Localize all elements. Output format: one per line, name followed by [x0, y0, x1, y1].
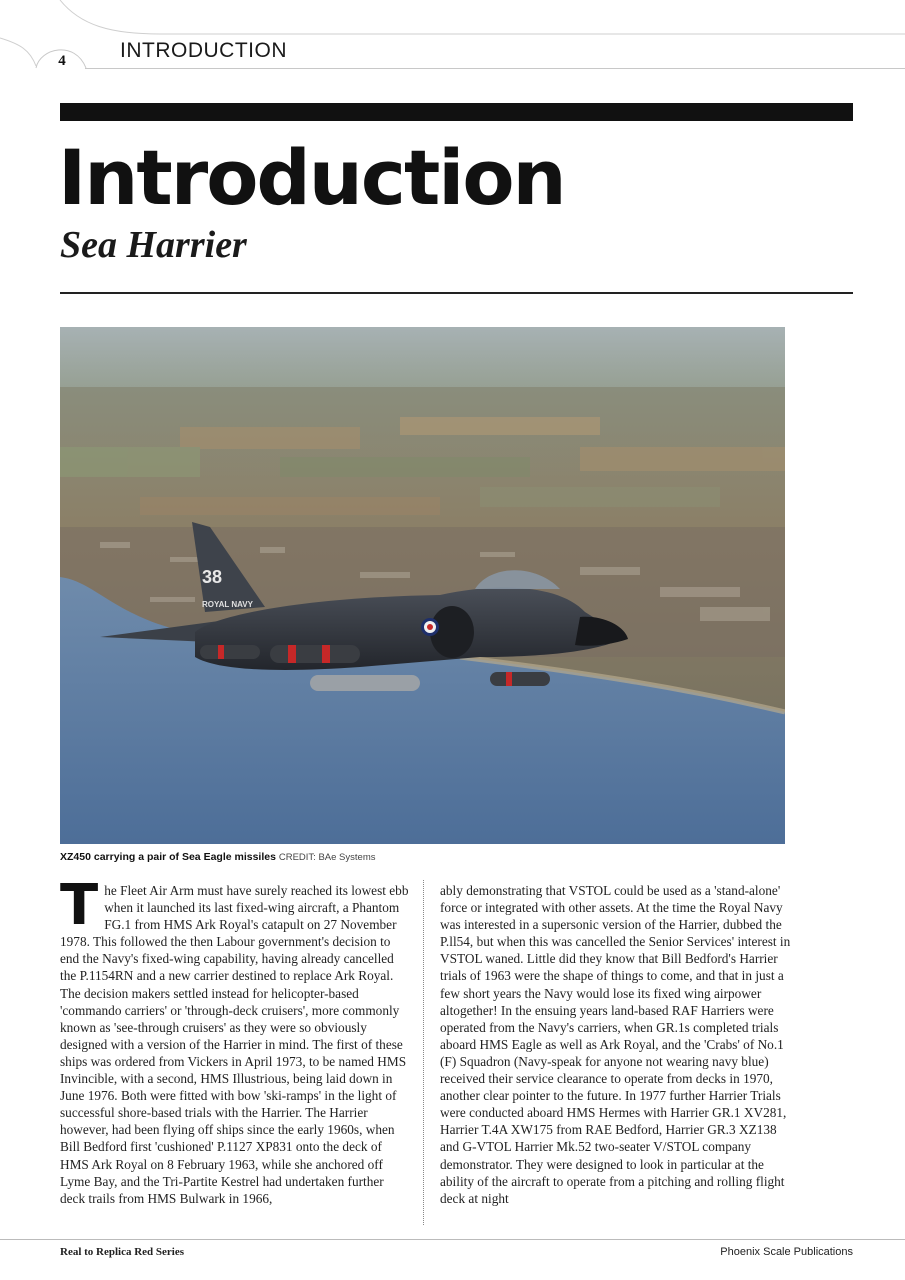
body-column-left	[60, 873, 412, 1207]
running-head: INTRODUCTION	[120, 39, 287, 62]
article-subtitle: Sea Harrier	[60, 224, 247, 266]
article-title: Introduction	[58, 133, 565, 222]
footer-rule	[0, 1239, 905, 1240]
title-rule	[60, 292, 853, 294]
caption-text: XZ450 carrying a pair of Sea Eagle missiles	[60, 851, 276, 863]
dropcap: T	[60, 873, 99, 938]
footer-series: Real to Replica Red Series	[60, 1246, 185, 1258]
title-bar	[60, 103, 853, 121]
body-column-right	[440, 882, 792, 1207]
sea-harrier-photo	[60, 327, 785, 844]
caption-credit: CREDIT: BAe Systems	[278, 852, 376, 863]
photo-caption	[60, 851, 375, 863]
left-column-text: he Fleet Air Arm must have surely reached its lowest ebb when it launched its last fixed-wing aircraft, a Phantom FG.1 from HMS Ark Royal's catapult on 27 November 1978. This followed the then Labour government's decision to end the Navy's fixed-wing capability, having already cancelled the P.1154RN and a new carrier destined to replace Ark Royal. The decision makers settled instead for helicopter-based 'commando carriers' or 'through-deck cruisers', more commonly known as 'see-through cruisers' as they were so obviously designed with a version of the Harrier in mind. The first of these ships was ordered from Vickers in April 1973, to be named HMS Invincible, with a second, HMS Illustrious, being laid down in June 1976. Both were fitted with bow 'ski-ramps' in the light of successful shore-based trials with the Harrier. The Harrier however, had been flying off ships since the early 1960s, when Bill Bedford first 'cushioned' P.1127 XP831 onto the deck of HMS Ark Royal on 8 February 1963, while she anchored off Lyme Bay, and the Tri-Partite Kestrel had undertaken further deck trails from HMS Bulwark in 1966,	[60, 883, 409, 1206]
right-column-text: ably demonstrating that VSTOL could be used as a 'stand-alone' force or integrated with other assets. At the time the Royal Navy was interested in a supersonic version of the Harrier, dubbed the P.ll54, but when this was cancelled the Senior Services' interest in VSTOL waned. Little did they know that Bill Bedford's Harrier trials of 1963 were the shape of things to come, and that in just a few short years the Navy would lose its fixed wing airpower altogether! In the ensuing years land-based RAF Harriers were operated from the Navy's carriers, when GR.1s completed trials aboard HMS Eagle as well as Ark Royal, and the 'Crabs' of No.1 (F) Squadron (Navy-speak for anyone not wearing navy blue) received their service clearance to operate from decks in 1970, another clear pointer to the future. In 1977 further Harrier Trials were conducted aboard HMS Hermes with Harrier GR.1 XV281, Harrier T.4A XW175 from RAE Bedford, Harrier GR.3 XZ138 and G-VTOL Harrier Mk.52 two-seater V/STOL company demonstrator. They were designed to look in particular at the ability of the aircraft to operate from a pitching and rolling flight deck at night	[440, 883, 791, 1206]
fin-text: ROYAL NAVY	[202, 600, 253, 609]
fin-number: 38	[202, 567, 223, 587]
header-rule	[85, 68, 905, 69]
page-number: 4	[58, 53, 66, 69]
column-divider	[423, 880, 424, 1225]
footer-publisher: Phoenix Scale Publications	[720, 1246, 853, 1258]
